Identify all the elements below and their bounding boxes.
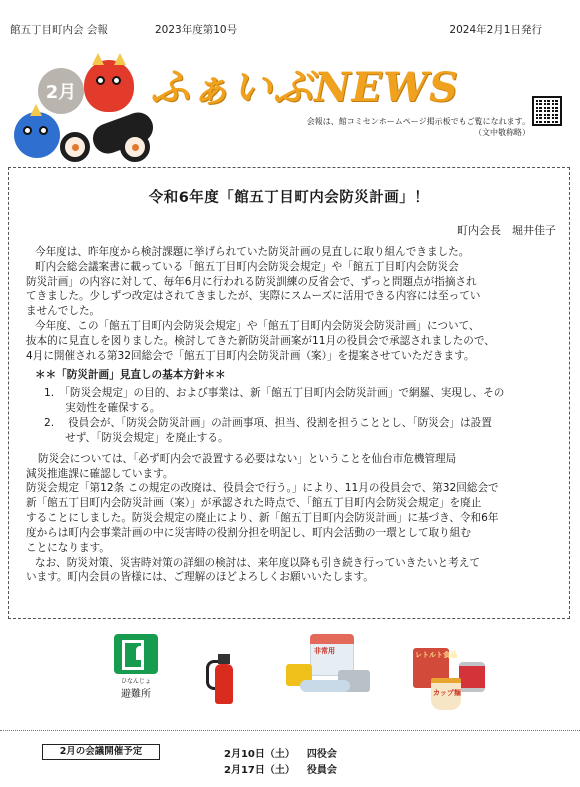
evac-reading: ひなんじょ [120,678,151,685]
article-closing [26,452,554,585]
article-line: なお、防災対策、災害時対策の詳細の検討は、来年度以降も引き続き行っていきたいと考えて [35,556,480,569]
emergency-food-icon [405,642,495,716]
article-line: 防災会規定「第12条 この規定の改廃は、役員会で行う。」により、11月の役員会で、第32回総会で [26,482,499,495]
qr-code-icon [532,96,562,126]
article-line: 1. 「防災会規定」の目的、および事業は、新「館五丁目町内会防災計画」で網羅、実現し、その [44,387,505,400]
issue-date: 2024年2月1日発行 [449,24,542,36]
meeting-date: 2月10日（土） [224,749,295,760]
article-title: 令和6年度「館五丁目町内会防災計画」！ [148,190,430,206]
evacuation-sign-icon [110,634,162,700]
evac-label: 避難所 [121,689,151,700]
supplies-label: 非常用 [314,647,335,655]
meeting-event: 役員会 [306,765,337,776]
meeting-date: 2月17日（土） [224,765,295,776]
article-body [26,245,554,585]
ehomaki-slice-illustration [60,132,90,162]
red-oni-illustration [84,60,134,112]
article-line: 町内会総会議案書に載っている「館五丁目町内会防災会規定」や「館五丁目町内会防災会 [35,260,459,273]
fire-extinguisher-icon [205,648,241,708]
honorific-note: （文中敬称略） [474,127,530,137]
emergency-supplies-icon [280,628,376,696]
policy-heading: ＊＊「防災計画」見直しの基本方針＊＊ [35,368,226,381]
newsletter-volume: 2023年度第10号 [155,24,238,36]
website-note [307,117,530,139]
article-intro [26,245,554,364]
meeting-item [224,761,337,776]
article-line: ませんでした。 [26,305,101,318]
article-line: することにしました。防災会規定の廃止により、新「館五丁目町内会防災計画」に基づき、令和6年 [26,512,499,525]
blue-oni-illustration [14,112,60,158]
retort-label: レトルト食品 [415,651,457,659]
article-line: 抜本的に見直しを図りました。検討してきた新防災計画案が11月の役員会で承認されましたので、 [26,334,495,347]
article-line: 今年度、この「館五丁目町内会防災会規定」や「館五丁目町内会防災会防災計画」について、 [35,320,480,333]
article-author: 町内会長 堀井佳子 [457,224,556,237]
article-line: います。町内会員の皆様には、ご理解のほどよろしくお願いいたします。 [26,571,374,584]
article-line: せず、「防災会規定」を廃止する。 [44,431,229,444]
article-line: 防災計画」の内容に対して、毎年6月に行われる防災訓練の反省会で、ずっと問題点が指摘され [26,275,477,288]
article-line: 4月に開催される第32回総会で「館五丁目町内会防災計画（案）」を提案させていただきます。 [26,349,475,362]
meeting-item [224,745,337,760]
article-line: ことになります。 [26,541,110,554]
month-badge: 2月 [38,68,84,114]
meeting-event: 四役会 [306,749,337,760]
website-note-line: 会報は、館コミセンホームページ掲示板でもご覧になれます。 [306,117,530,126]
article-line: 2. 役員会が、「防災会防災計画」の計画事項、担当、役割を担うこととし、「防災会」は設置 [44,417,492,430]
meetings-heading: 2月の会議開催予定 [42,744,160,760]
article-line: てきました。少しずつ改定はされてきましたが、実際にスムーズに活用できる内容には至ってい [26,290,481,303]
footer-divider [0,730,580,731]
ehomaki-slice-illustration [120,132,150,162]
masthead-title: ふぁいぶNEWS [150,64,459,111]
article-line: 実効性を確保する。 [44,402,161,415]
article-line: 新「館五丁目町内会防災計画（案）」が承認された時点で、「館五丁目町内会防災会規定」を廃止 [26,497,482,510]
article-line: 減災推進課に確認しています。 [26,467,174,480]
article-line: 今年度は、昨年度から検討課題に挙げられていた防災計画の見直しに取り組んできました。 [35,246,470,258]
article-line: 度からは町内会事業計画の中に災害時の役割分担を明記し、町内会活動の一環として取り組む [26,526,471,539]
newsletter-org: 館五丁目町内会 会報 [10,24,108,36]
cup-noodle-label: カップ麺 [433,689,461,697]
policy-list [26,386,554,445]
article-line: 防災会については、「必ず町内会で設置する必要はない」ということを仙台市危機管理局 [38,452,457,465]
